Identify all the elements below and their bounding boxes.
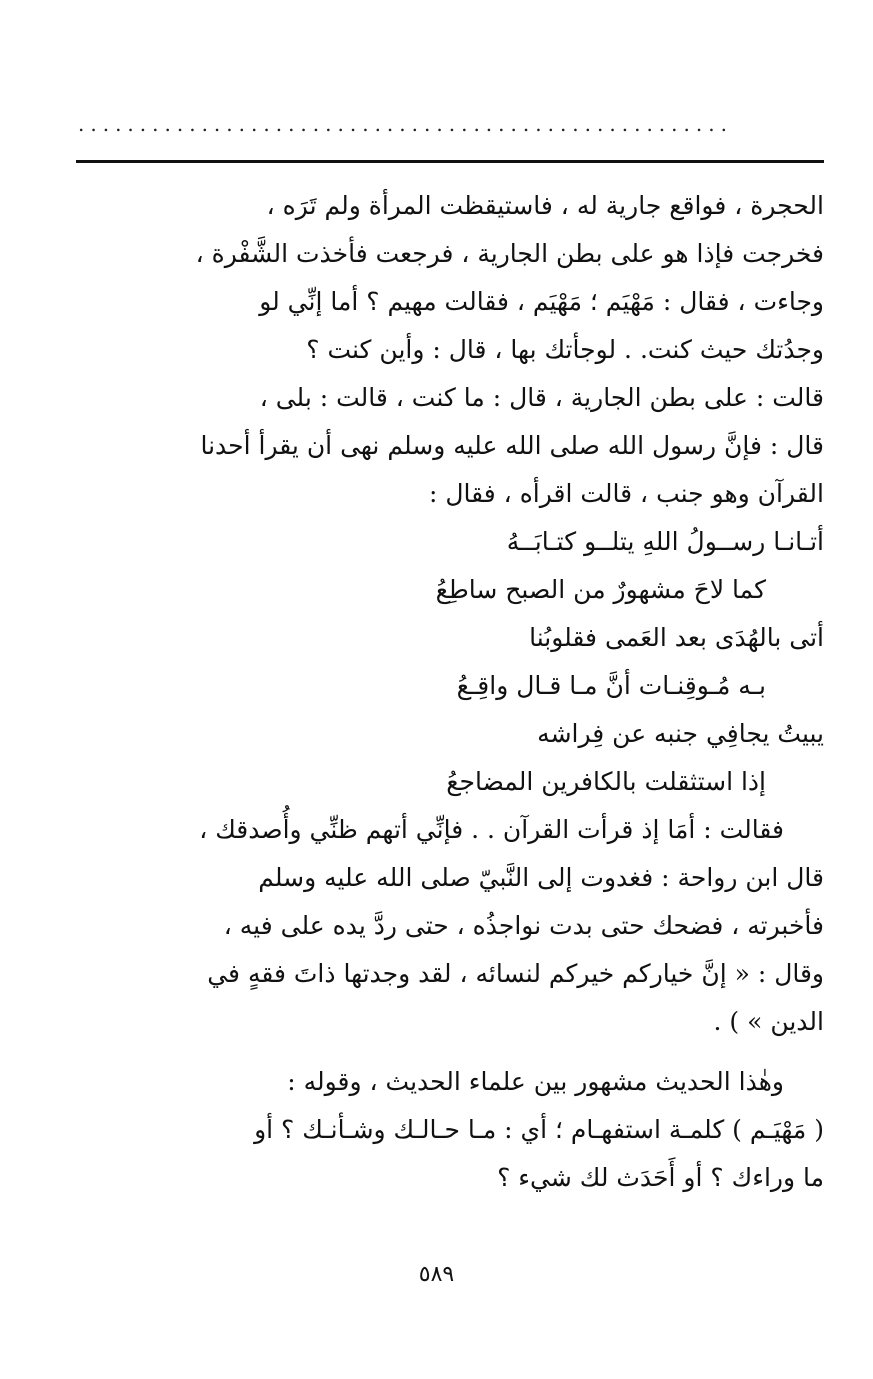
poem-line: إذا استثقلت بالكافرين المضاجعُ [446,767,766,796]
text-line: وقال : « إنَّ خياركم خيركم لنسائه ، لقد وجدتها ذاتَ فقهٍ في [207,959,824,988]
text-line: فقالت : أمَا إذ قرأت القرآن . . فإنِّي أتهم ظنِّي وأُصدقك ، [199,815,784,844]
text-line: فأخبرته ، فضحك حتى بدت نواجذُه ، حتى ردَّ يده على فيه ، [223,911,824,940]
page-text [195,182,824,1202]
text-line: قال : فإنَّ رسول الله صلى الله عليه وسلم نهى أن يقرأ أحدنا [200,431,824,460]
text-line: الدين » ) . [713,1007,824,1036]
text-line: ما وراءك ؟ أو أَحَدَث لك شيء ؟ [497,1163,824,1192]
text-line: وجدُتك حيث كنت. . لوجأتك بها ، قال : وأين كنت ؟ [306,335,824,364]
text-line: فخرجت فإذا هو على بطن الجارية ، فرجعت فأخذت الشَّفْرة ، [195,239,824,268]
text-line: ( مَهْيَـم ) كلمـة استفهـام ؛ أي : مـا حـالـك وشـأنـك ؟ أو [254,1115,824,1144]
text-line: القرآن وهو جنب ، قالت اقرأه ، فقال : [428,479,824,508]
header-dotted-line: ..................................................... [78,112,733,132]
poem-line: بـه مُـوقِنـات أنَّ مـا قـال واقِـعُ [456,671,766,700]
page-number: ٥٨٩ [418,1262,455,1287]
text-line: وجاءت ، فقال : مَهْيَم ؛ مَهْيَم ، فقالت مهيم ؟ أما إنِّي لو [259,287,824,316]
poem-line: أتى بالهُدَى بعد العَمى فقلوبُنا [529,623,824,652]
header-rule [76,160,824,163]
text-line: قال ابن رواحة : فغدوت إلى النَّبيّ صلى الله عليه وسلم [258,863,824,892]
poem-line: يبيتُ يجافِي جنبه عن فِراشه [537,719,824,748]
poem-line: كما لاحَ مشهورٌ من الصبح ساطِعُ [435,575,766,604]
text-line: الحجرة ، فواقع جارية له ، فاستيقظت المرأة ولم تَرَه ، [266,191,824,220]
poem-line: أتـانـا رســولُ اللهِ يتلــو كتـابَــهُ [506,527,824,556]
text-line: وهٰذا الحديث مشهور بين علماء الحديث ، وقوله : [287,1067,784,1096]
text-line: قالت : على بطن الجارية ، قال : ما كنت ، قالت : بلى ، [259,383,824,412]
